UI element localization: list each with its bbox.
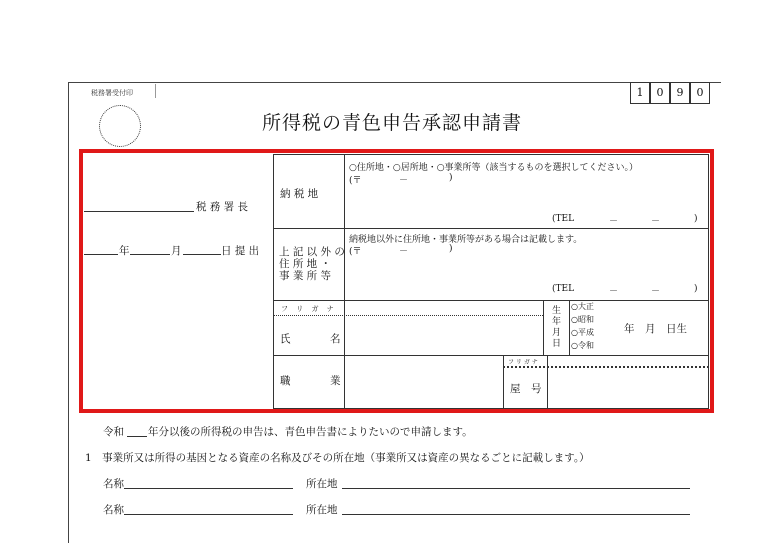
tel-dash: － [609,217,619,227]
office-name-line[interactable] [124,488,293,489]
tax-place-label: 納 税 地 [280,188,319,200]
table-divider [503,355,504,409]
table-divider [547,355,548,409]
tel-close: ) [694,284,698,294]
page-title: 所得税の青色申告承認申請書 [261,112,522,134]
form-code-digit: 9 [670,82,690,104]
shop-name-label: 屋 号 [510,383,542,395]
tel-close: ) [694,214,698,224]
table-divider [344,154,345,409]
postal-close: ) [449,244,453,254]
era-option[interactable]: ○平成 [571,328,594,337]
application-statement: 年分以後の所得税の申告は、青色申告書によりたいので申請します。 [148,426,473,438]
postal-mark: (〒 [349,176,362,186]
office-address-line[interactable] [342,514,690,515]
date-year-label: 年 [119,245,130,257]
office-name-label: 名称 [103,504,124,516]
postal-dash: － [399,247,409,257]
birth-label [552,306,561,350]
table-divider [569,300,570,355]
stamp-label: 税務署受付印 [91,89,133,97]
furigana-divider [273,315,543,316]
tel-label: (TEL [552,284,575,294]
table-divider [273,300,709,301]
other-address-note: 納税地以外に住所地・事業所等がある場合は記載します。 [349,235,583,245]
furigana-divider [503,366,709,368]
tel-dash: － [609,287,619,297]
birth-label-char: 日 [552,339,562,349]
era-option[interactable]: ○大正 [571,302,594,311]
tel-dash: － [651,217,661,227]
reiwa-year-line[interactable] [127,436,147,437]
table-divider [543,300,544,355]
birth-label-char: 年 [552,317,562,327]
birth-label-char: 生 [552,306,562,316]
postal-close: ) [449,173,453,183]
era-option[interactable]: ○昭和 [571,315,594,324]
postal-mark: (〒 [349,247,362,257]
tax-place-options[interactable]: ○住所地・○居所地・○事業所等（該当するものを選択してください。） [349,163,639,173]
form-code-digit: 0 [690,82,710,104]
office-name-line[interactable] [84,211,194,212]
date-month-label: 月 [171,245,182,257]
other-address-label: 住 所 地 ・ [279,258,332,270]
form-code-digit: 0 [650,82,670,104]
furigana-label: フ リ ガ ナ [281,305,337,313]
table-divider [273,228,709,229]
date-submit-label: 日 提 出 [221,245,260,257]
form-code-digit: 1 [630,82,650,104]
name-label: 名 [330,333,341,345]
furigana-small-label: フ リ ガ ナ [508,359,538,366]
other-address-label: 事 業 所 等 [279,270,332,282]
reiwa-prefix: 令和 [103,426,124,438]
other-address-label: 上 記 以 外 の [279,246,345,258]
office-name-line[interactable] [124,514,293,515]
tel-label: (TEL [552,214,575,224]
office-address-label: 所在地 [306,504,338,516]
era-option[interactable]: ○令和 [571,341,594,350]
table-divider [273,355,709,356]
office-address-label: 所在地 [306,478,338,490]
date-day-line[interactable] [183,254,221,255]
item-1-heading: 1 事業所又は所得の基因となる資産の名称及びその所在地（事業所又は資産の異なるごとに記載します。） [85,452,590,464]
tel-dash: － [651,287,661,297]
date-year-line[interactable] [84,254,118,255]
office-name-label: 名称 [103,478,124,490]
office-address-line[interactable] [342,488,690,489]
birth-suffix: 年 月 日生 [624,323,687,335]
postal-dash: － [399,176,409,186]
office-suffix: 税 務 署 長 [196,201,249,213]
applicant-table [273,154,709,409]
date-month-line[interactable] [130,254,170,255]
name-label: 氏 [280,333,291,345]
era-options [571,300,594,352]
stamp-divider [155,84,156,98]
birth-label-char: 月 [552,328,562,338]
occupation-label: 職 [280,375,291,387]
occupation-label: 業 [330,375,341,387]
